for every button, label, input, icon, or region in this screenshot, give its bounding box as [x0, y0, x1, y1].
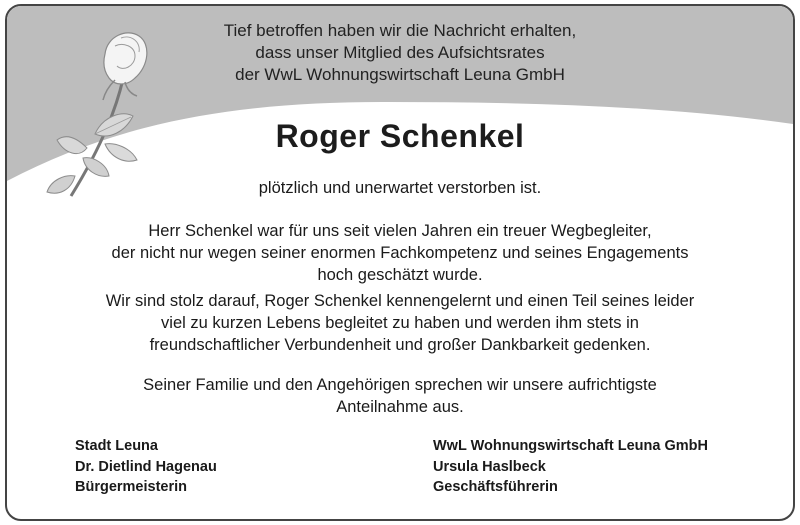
paragraph-line: Seiner Familie und den Angehörigen sprechen wir unsere aufrichtigste	[143, 376, 657, 394]
paragraph-condolence	[7, 374, 793, 418]
paragraph-line: Herr Schenkel war für uns seit vielen Jahren ein treuer Wegbegleiter,	[148, 222, 652, 240]
paragraph-line: Anteilnahme aus.	[336, 398, 464, 416]
intro-line: dass unser Mitglied des Aufsichtsrates	[255, 43, 545, 62]
death-statement-line: plötzlich und unerwartet verstorben ist.	[258, 179, 542, 197]
signature-role: Bürgermeisterin	[75, 479, 188, 495]
signature-person: Dr. Dietlind Hagenau	[75, 458, 217, 475]
deceased-name: Roger Schenkel	[275, 118, 525, 154]
signature-block-city	[75, 436, 217, 498]
paragraph-gratitude	[7, 290, 793, 356]
signature-block-company	[433, 436, 708, 498]
paragraph-line: viel zu kurzen Lebens begleitet zu haben und werden ihm stets in	[161, 314, 639, 332]
paragraph-line: hoch geschätzt wurde.	[317, 266, 483, 284]
obituary-notice	[5, 4, 795, 521]
paragraph-line: Wir sind stolz darauf, Roger Schenkel kennengelernt und einen Teil seines leider	[105, 292, 695, 310]
signature-organization: Stadt Leuna	[75, 438, 158, 454]
signature-role: Geschäftsführerin	[433, 479, 558, 495]
intro-text	[7, 20, 793, 86]
paragraph-line: der nicht nur wegen seiner enormen Fachkompetenz und seines Engagements	[111, 244, 689, 262]
paragraph-tribute	[7, 220, 793, 286]
intro-line: Tief betroffen haben wir die Nachricht erhalten,	[223, 21, 577, 40]
intro-line: der WwL Wohnungswirtschaft Leuna GmbH	[235, 65, 565, 84]
signature-organization: WwL Wohnungswirtschaft Leuna GmbH	[433, 438, 708, 454]
death-statement	[7, 177, 793, 199]
signature-person: Ursula Haslbeck	[433, 458, 546, 475]
paragraph-line: freundschaftlicher Verbundenheit und großer Dankbarkeit gedenken.	[149, 336, 651, 354]
